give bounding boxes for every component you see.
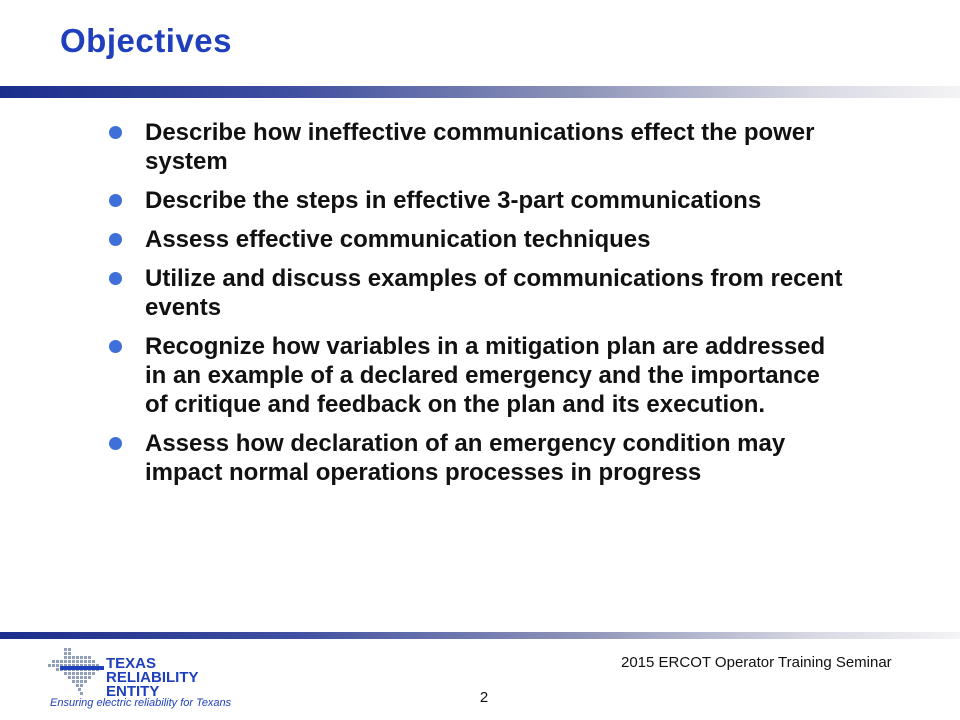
texas-map-icon	[46, 646, 106, 698]
footer-text: 2015 ERCOT Operator Training Seminar	[621, 654, 892, 671]
bullet-dot-icon	[109, 437, 122, 450]
logo-line-1: TEXAS	[106, 655, 157, 672]
footer-divider	[0, 632, 960, 639]
list-item	[108, 264, 848, 322]
bullet-dot-icon	[109, 126, 122, 139]
bullet-dot-icon	[109, 194, 122, 207]
list-item	[108, 186, 848, 215]
bullet-dot-icon	[109, 272, 122, 285]
texas-reliability-entity-logo	[46, 646, 232, 714]
title-divider	[0, 86, 960, 98]
bullet-dot-icon	[109, 233, 122, 246]
logo-line-2: RELIABILITY	[106, 669, 199, 686]
list-item	[108, 118, 848, 176]
list-item	[108, 429, 848, 487]
logo-line-3: ENTITY	[106, 683, 160, 700]
bullet-text: Assess how declaration of an emergency condition may impact normal operations processes in progress	[145, 430, 786, 486]
bullet-dot-icon	[109, 340, 122, 353]
bullet-text: Describe how ineffective communications effect the power system	[145, 119, 815, 175]
bullet-text: Describe the steps in effective 3-part communications	[145, 187, 762, 214]
bullet-text: Utilize and discuss examples of communications from recent events	[145, 265, 843, 321]
bullet-text: Assess effective communication techniques	[145, 226, 651, 253]
list-item	[108, 332, 848, 419]
page-number: 2	[479, 689, 489, 706]
logo-tagline: Ensuring electric reliability for Texans	[50, 697, 232, 709]
list-item	[108, 225, 848, 254]
bullet-text: Recognize how variables in a mitigation plan are addressed in an example of a declared emergency and the importance of critique and feedback on the plan and its execution.	[145, 333, 826, 418]
slide-title: Objectives	[60, 22, 232, 59]
objectives-list	[108, 118, 848, 497]
